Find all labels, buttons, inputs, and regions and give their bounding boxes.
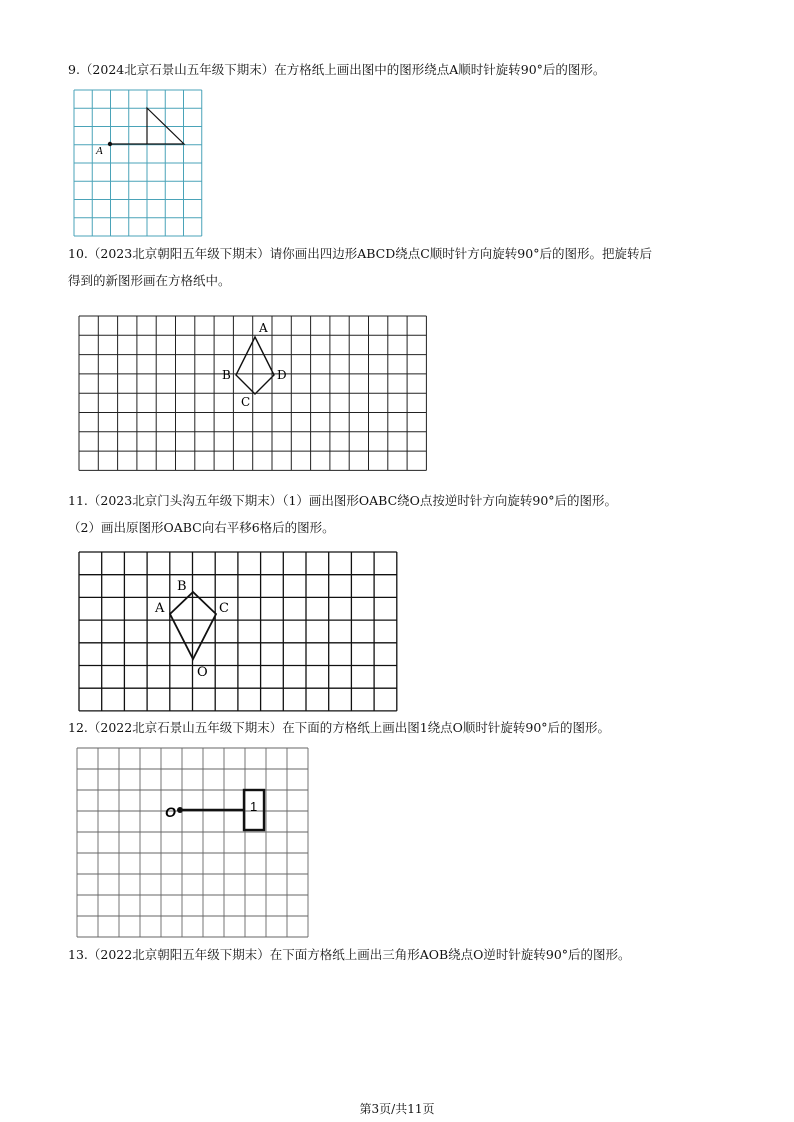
label-o-12: O xyxy=(165,804,176,820)
grid-question-9 xyxy=(74,90,204,236)
label-o-11: O xyxy=(197,665,208,680)
label-a-10: A xyxy=(259,321,268,335)
question-11-text2: （2）画出原图形OABC向右平移6格后的图形。 xyxy=(68,520,335,535)
label-c-10: C xyxy=(241,395,251,409)
grid-question-12 xyxy=(77,748,309,935)
label-c-11: C xyxy=(219,601,229,616)
question-11-text: 11.（2023北京门头沟五年级下期末）（1）画出图形OABC绕O点按逆时针方向旋转90°后的图形。 xyxy=(68,493,618,508)
page-footer: 第3页/共11页 xyxy=(359,1102,435,1116)
point-a-9 xyxy=(108,142,112,146)
quadrilateral-abcd xyxy=(236,337,274,394)
question-9-text: 9.（2024北京石景山五年级下期末）在方格纸上画出图中的图形绕点A顺时针旋转90°后的图形。 xyxy=(68,62,606,77)
grid-question-11 xyxy=(79,552,397,704)
label-a-9: A xyxy=(96,145,103,157)
question-10-text: 10.（2023北京朝阳五年级下期末）请你画出四边形ABCD绕点C顺时针方向旋转90°后的图形。把旋转后 xyxy=(68,246,652,261)
question-10-text2: 得到的新图形画在方格纸中。 xyxy=(68,273,231,288)
label-fig-1: 1 xyxy=(250,799,258,814)
point-o-12 xyxy=(177,807,183,813)
label-b-10: B xyxy=(222,368,231,382)
label-a-11: A xyxy=(155,601,165,616)
label-b-11: B xyxy=(177,579,187,594)
question-13-text: 13.（2022北京朝阳五年级下期末）在下面方格纸上画出三角形AOB绕点O逆时针旋转90°后的图形。 xyxy=(68,947,631,962)
label-d-10: D xyxy=(277,368,287,382)
question-12-text: 12.（2022北京石景山五年级下期末）在下面的方格纸上画出图1绕点O顺时针旋转90°后的图形。 xyxy=(68,720,611,735)
grid-question-10 xyxy=(79,316,431,471)
